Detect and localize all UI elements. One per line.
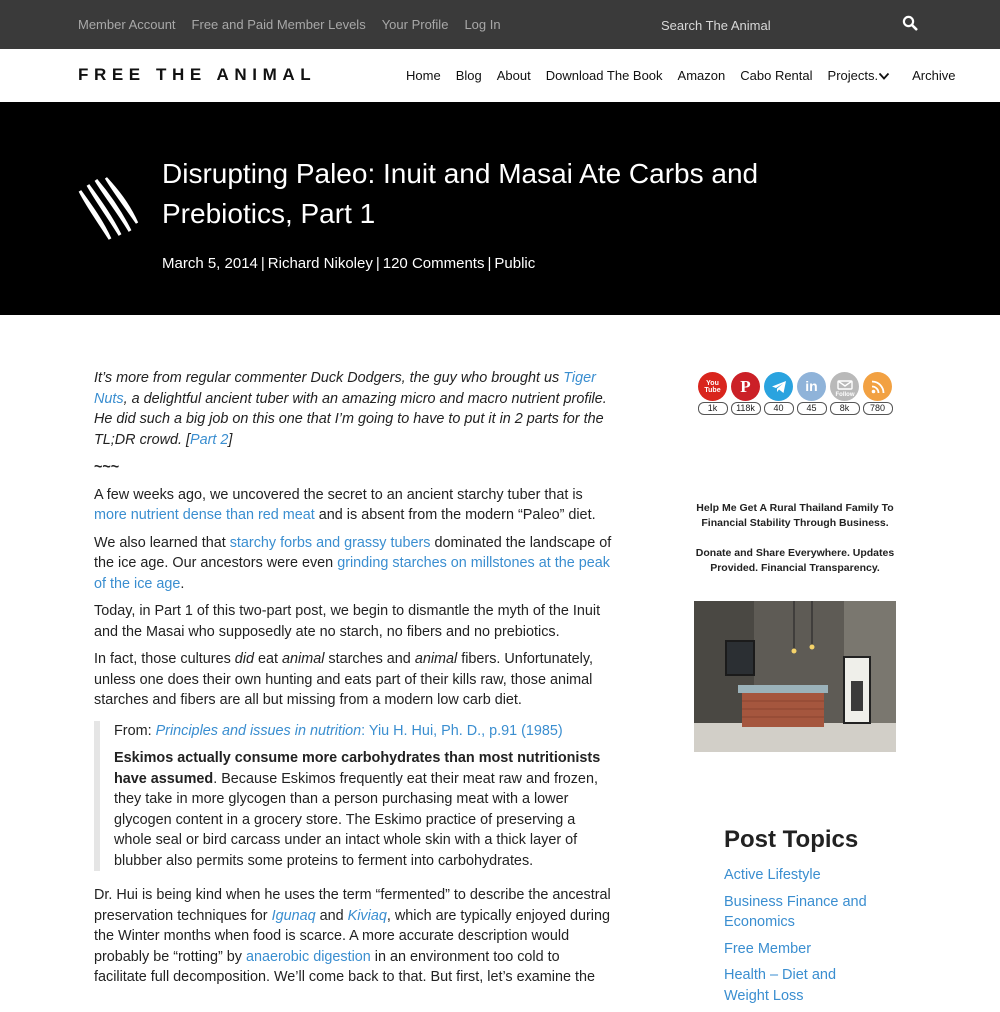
social-share-bar bbox=[697, 372, 893, 415]
rss-icon bbox=[863, 372, 892, 401]
post-date: March 5, 2014 bbox=[162, 255, 258, 272]
share-count: 8k bbox=[830, 402, 860, 415]
text-run: dominated the landscape of the ice age. Our ancestors were even bbox=[94, 534, 612, 571]
starchy-forbs-link[interactable]: starchy forbs and grassy tubers bbox=[229, 534, 431, 551]
nav-projects-dropdown[interactable] bbox=[828, 68, 891, 83]
share-count: 45 bbox=[797, 402, 827, 415]
post-comments-link[interactable]: 120 Comments bbox=[382, 255, 485, 272]
post-meta bbox=[162, 255, 535, 272]
donation-promo bbox=[694, 501, 896, 591]
chevron-down-icon bbox=[878, 71, 890, 81]
svg-text:Follow: Follow bbox=[835, 391, 854, 398]
text-run: , which are typically enjoyed during the Winter months when food is scarce. A more accurate description would probably be “rotting” by bbox=[94, 907, 611, 965]
main-menu bbox=[406, 49, 970, 102]
follow-icon bbox=[830, 372, 859, 401]
share-follow[interactable] bbox=[829, 372, 860, 415]
share-pinterest[interactable] bbox=[730, 372, 761, 415]
share-telegram[interactable] bbox=[763, 372, 794, 415]
source-title: Principles and issues in nutrition bbox=[155, 722, 362, 739]
post-body bbox=[94, 368, 614, 995]
list-item bbox=[724, 892, 884, 933]
paragraph bbox=[94, 885, 614, 988]
member-nav bbox=[78, 0, 501, 49]
meta-separator: | bbox=[260, 255, 265, 272]
topic-health-diet[interactable]: Health – Diet and Weight Loss bbox=[724, 967, 837, 1004]
search-icon bbox=[902, 15, 918, 31]
text-run: fibers. Unfortunately, unless one does their own hunting and eats part of their kills raw, those animal starches and fibers are all but missing from a modern low carb diet. bbox=[94, 651, 593, 708]
paragraph: Today, in Part 1 of this two-part post, we begin to dismantle the myth of the Inuit and the Masai who supposedly ate no starch, no fibers and no prebiotics. bbox=[94, 603, 601, 640]
intro-paragraph bbox=[94, 368, 614, 450]
post-visibility: Public bbox=[494, 255, 536, 272]
share-youtube[interactable] bbox=[697, 372, 728, 415]
post-title: Disrupting Paleo: Inuit and Masai Ate Carbs and Prebiotics, Part 1 bbox=[162, 158, 759, 229]
meta-separator: | bbox=[375, 255, 380, 272]
text-run: , a delightful ancient tuber with an amazing micro and macro nutrient profile. He did such a big job on this one that I’m going to have to put it in 2 parts for the TL;DR crowd. [ bbox=[94, 390, 607, 448]
anaerobic-digestion-link[interactable]: anaerobic digestion bbox=[245, 948, 371, 965]
post-hero bbox=[0, 102, 1000, 315]
shop-interior-image bbox=[694, 601, 896, 752]
text-run: A few weeks ago, we uncovered the secret to an ancient starchy tuber that is bbox=[94, 486, 583, 503]
text-run: In fact, those cultures bbox=[94, 651, 235, 667]
text-run: We also learned that bbox=[94, 534, 230, 551]
promo-headline: Help Me Get A Rural Thailand Family To Financial Stability Through Business. bbox=[696, 502, 894, 529]
nav-projects-label: Projects. bbox=[827, 68, 879, 83]
pinterest-icon: P bbox=[731, 372, 760, 401]
post-topics-heading: Post Topics bbox=[724, 826, 859, 853]
text-run: . bbox=[180, 575, 185, 592]
emphasis: animal bbox=[282, 651, 325, 667]
share-count: 118k bbox=[731, 402, 761, 415]
your-profile-link[interactable]: Your Profile bbox=[381, 17, 449, 32]
text-run: . Because Eskimos frequently eat their meat raw and frozen, they take in more glycogen than a person purchasing meat with a lower glycogen content in a grocery store. The Eskimo practice of preserving a whole seal or bird carcass under an intact whole skin with a thick layer of blubber also permits some proteins to ferment into carbohydrates. bbox=[114, 770, 598, 869]
telegram-icon bbox=[764, 372, 793, 401]
list-item bbox=[724, 939, 884, 960]
post-topics-list bbox=[724, 865, 884, 1012]
text-run: It’s more from regular commenter Duck Dodgers, the guy who brought us bbox=[94, 370, 564, 386]
member-levels-link[interactable]: Free and Paid Member Levels bbox=[191, 17, 366, 32]
tiger-nuts-link[interactable]: Tiger Nuts bbox=[94, 370, 596, 407]
nutrient-dense-link[interactable]: more nutrient dense than red meat bbox=[94, 507, 315, 523]
site-logo[interactable]: FREE THE ANIMAL bbox=[78, 65, 317, 84]
source-book-link[interactable] bbox=[156, 723, 563, 739]
quote-bold-claim: Eskimos actually consume more carbohydrates than most nutritionists have assumed bbox=[114, 750, 601, 787]
topic-active-lifestyle[interactable]: Active Lifestyle bbox=[724, 867, 821, 883]
member-account-link[interactable]: Member Account bbox=[78, 17, 176, 32]
section-divider: ~~~ bbox=[94, 459, 120, 475]
text-run: and bbox=[315, 907, 348, 924]
share-linkedin[interactable] bbox=[796, 372, 827, 415]
main-header bbox=[0, 49, 1000, 103]
share-count: 40 bbox=[764, 402, 794, 415]
source-blockquote bbox=[94, 721, 614, 872]
source-details: : Yiu H. Hui, Ph. D., p.91 (1985) bbox=[361, 722, 563, 739]
nav-cabo-rental[interactable]: Cabo Rental bbox=[740, 68, 813, 83]
text-run: starches and bbox=[324, 651, 415, 667]
millstones-link[interactable]: grinding starches on millstones at the peak of the ice age bbox=[94, 555, 610, 592]
post-author-link[interactable]: Richard Nikoley bbox=[267, 255, 373, 272]
emphasis: did bbox=[234, 651, 254, 667]
kiviaq-link[interactable]: Kiviaq bbox=[347, 907, 387, 924]
text-run: ] bbox=[228, 431, 233, 448]
share-count: 1k bbox=[698, 402, 728, 415]
paragraph bbox=[94, 649, 614, 711]
meta-separator: | bbox=[487, 255, 492, 272]
nav-amazon[interactable]: Amazon bbox=[677, 68, 726, 83]
list-item bbox=[724, 865, 884, 886]
text-run: and is absent from the modern “Paleo” diet. bbox=[314, 507, 596, 523]
emphasis: animal bbox=[414, 651, 458, 667]
utility-bar bbox=[0, 0, 1000, 49]
claw-marks-icon bbox=[76, 177, 140, 243]
log-in-link[interactable]: Log In bbox=[464, 17, 501, 32]
youtube-icon: You Tube bbox=[698, 372, 727, 401]
share-rss[interactable] bbox=[862, 372, 893, 415]
search-button[interactable] bbox=[900, 14, 920, 34]
nav-download-book[interactable]: Download The Book bbox=[545, 68, 663, 83]
paragraph bbox=[94, 533, 614, 595]
nav-home[interactable]: Home bbox=[406, 68, 441, 83]
linkedin-icon: in bbox=[797, 372, 826, 401]
topic-business-finance[interactable]: Business Finance and Economics bbox=[724, 893, 867, 930]
text-run: Dr. Hui is being kind when he uses the term “fermented” to describe the ancestral preservation techniques for bbox=[94, 887, 611, 924]
nav-blog[interactable]: Blog bbox=[455, 68, 482, 83]
promo-subline: Donate and Share Everywhere. Updates Provided. Financial Transparency. bbox=[695, 547, 895, 574]
nav-archive[interactable]: Archive bbox=[912, 68, 956, 83]
part-2-link[interactable]: Part 2 bbox=[189, 431, 229, 448]
promo-photo-link[interactable] bbox=[694, 601, 896, 752]
quote-from-label: From: bbox=[114, 722, 156, 739]
quote-text bbox=[114, 748, 614, 871]
paragraph bbox=[94, 485, 614, 526]
topic-free-member[interactable]: Free Member bbox=[724, 940, 812, 957]
quote-source bbox=[114, 721, 614, 742]
search-input[interactable] bbox=[654, 12, 908, 38]
text-run: in an environment too cold to facilitate full decomposition. We’ll come back to that. But first, let’s examine the bbox=[94, 948, 595, 985]
nav-about[interactable]: About bbox=[496, 68, 531, 83]
share-count: 780 bbox=[863, 402, 893, 415]
igunaq-link[interactable]: Igunaq bbox=[271, 907, 316, 924]
text-run: eat bbox=[254, 651, 283, 667]
